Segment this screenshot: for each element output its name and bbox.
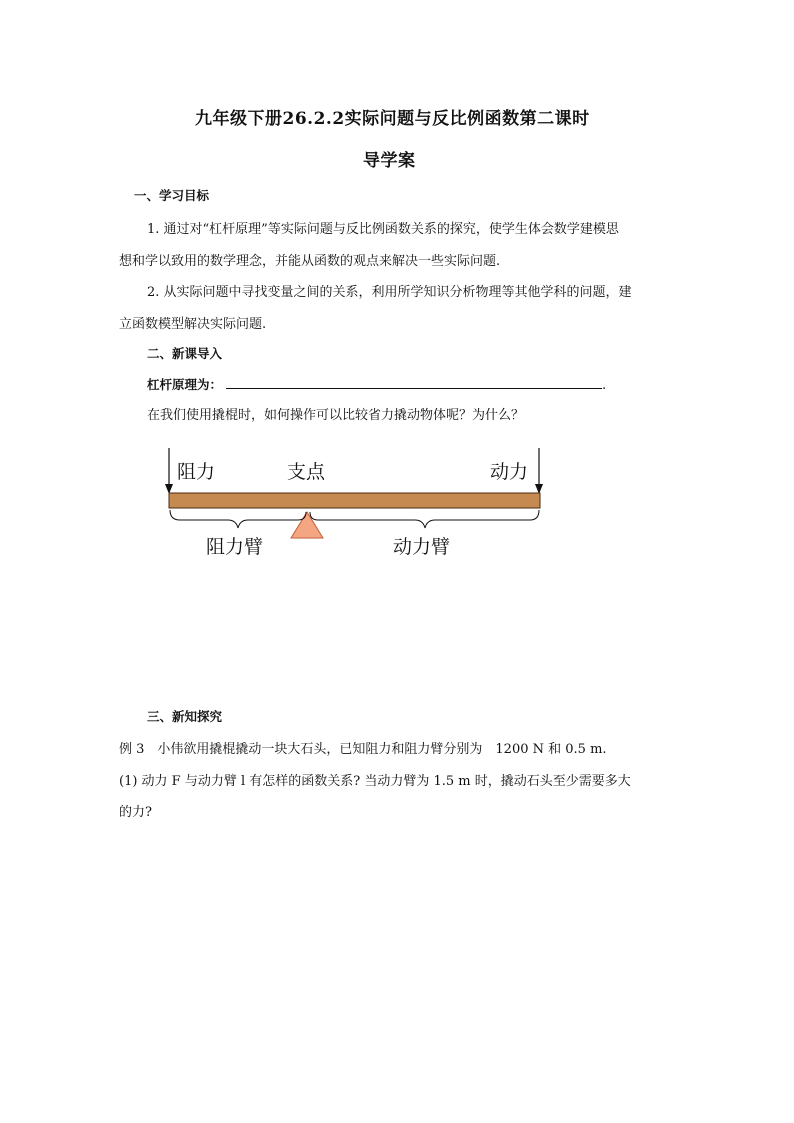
section-heading-objectives: 一、学习目标 bbox=[134, 188, 210, 203]
resistance-arm-brace bbox=[170, 510, 306, 528]
objective-1-line2: 想和学以致用的数学理念，并能从函数的观点来解决一些实际问题. bbox=[119, 254, 501, 269]
objective-1-line1: 1. 通过对“杠杆原理”等实际问题与反比例函数关系的探究，使学生体会数学建模思 bbox=[147, 222, 619, 237]
effort-arrow bbox=[535, 448, 543, 494]
answer-blank[interactable] bbox=[226, 376, 602, 389]
lever-principle-line bbox=[147, 375, 606, 393]
lever-question: 在我们使用撬棍时，如何操作可以比较省力撬动物体呢？为什么？ bbox=[147, 408, 525, 423]
question-1-line1: (1) 动力 F 与动力臂 l 有怎样的函数关系? 当动力臂为 1.5 m 时，撬动石头至少需要多大 bbox=[119, 774, 631, 789]
objective-2-line1: 2. 从实际问题中寻找变量之间的关系，利用所学知识分析物理等其他学科的问题，建 bbox=[147, 285, 632, 300]
section-heading-explore: 三、新知探究 bbox=[147, 709, 223, 724]
page-subtitle: 导学案 bbox=[363, 151, 416, 171]
fulcrum-label: 支点 bbox=[287, 461, 326, 483]
lever-period: . bbox=[602, 378, 607, 393]
resistance-arm-label: 阻力臂 bbox=[206, 536, 264, 558]
page-title: 九年级下册26.2.2实际问题与反比例函数第二课时 bbox=[195, 109, 590, 129]
example-3: 例 3 小伟欲用撬棍撬动一块大石头，已知阻力和阻力臂分别为 1200 N 和 0.5 m. bbox=[119, 742, 607, 757]
lever-bar bbox=[169, 493, 540, 508]
question-1-line2: 的力? bbox=[119, 805, 152, 820]
effort-arm-brace bbox=[310, 510, 539, 528]
section-heading-intro: 二、新课导入 bbox=[147, 346, 223, 361]
resistance-arrow bbox=[165, 448, 173, 494]
objective-2-line2: 立函数模型解决实际问题. bbox=[119, 317, 267, 332]
effort-arm-label: 动力臂 bbox=[393, 536, 451, 558]
effort-label: 动力 bbox=[490, 461, 529, 483]
fulcrum-triangle bbox=[291, 512, 323, 538]
lever-principle-label: 杠杆原理为： bbox=[147, 377, 223, 392]
resistance-label: 阻力 bbox=[177, 461, 216, 483]
